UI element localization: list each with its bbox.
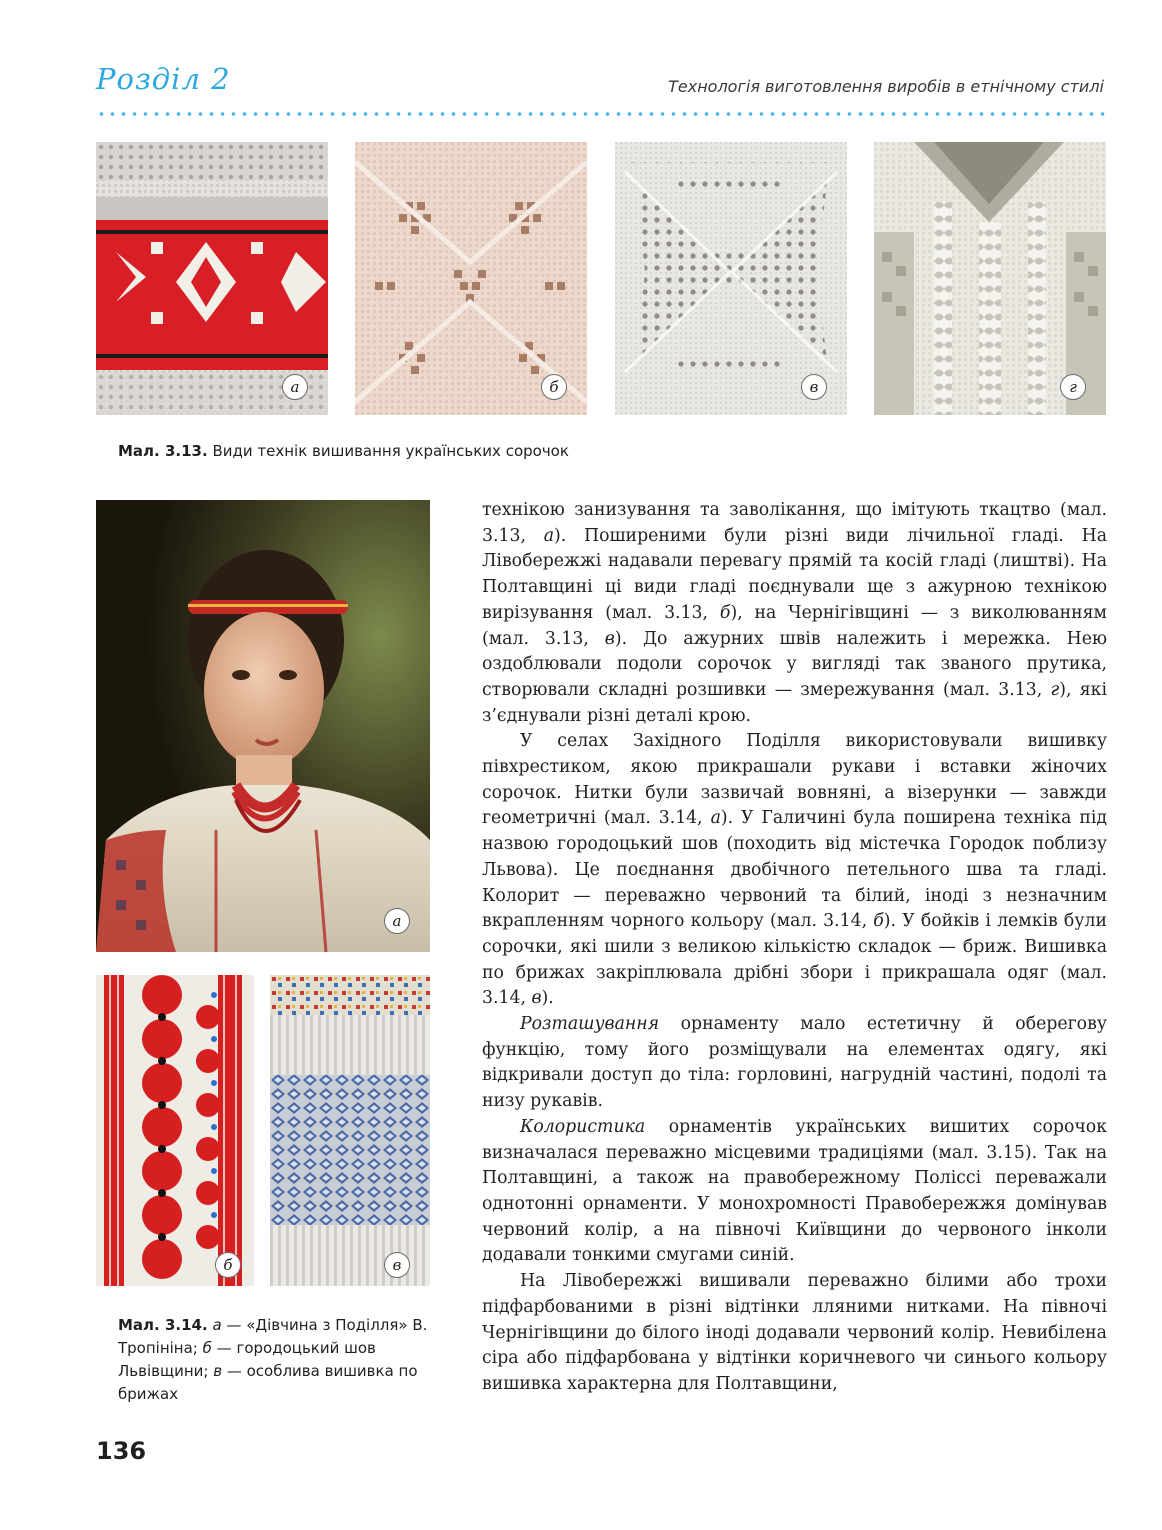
p2-text-3: ). У бойків і лемків були сорочки, які шили з великою кількістю складок — бриж. Вишивка по брижах закріплювала дрібні збори і прикрашала одяг (мал. 3.14,: [482, 911, 1107, 1009]
paragraph-3: [482, 1012, 1107, 1115]
p2-text-2: ). У Галичині була поширена техніка під назвою городоцький шов (походить від містечка Городок поблизу Львова). Це поєднання двобічного петельного шва та гладі. Колорит — переважно червоний та білий, іноді з незначним вкрапленням чорного кольору (мал. 3.14,: [482, 808, 1107, 932]
badge-14-v: в: [384, 1252, 410, 1278]
badge-g: г: [1060, 374, 1086, 400]
caption-letter-v: в: [213, 1362, 223, 1380]
paragraph-1: [482, 498, 1107, 729]
p2-text-4: ).: [541, 988, 554, 1009]
badge-a: а: [282, 374, 308, 400]
p1-ref-v: в: [604, 628, 615, 649]
p2-ref-v: в: [531, 988, 542, 1009]
p5-text: На Лівобережжі вишивали переважно білими або трохи підфарбованими в різні відтінки лляними нитками. На півночі Чернігівщини до білого іноді додавали червоний колір. Невибілена сіра або підфарбована у відтінки коричневого чи синього кольору вишивка характерна для Полтавщини,: [482, 1271, 1107, 1394]
caption-label-14: Мал. 3.14.: [118, 1316, 208, 1334]
painting-girl-from-podillia: [96, 500, 430, 952]
p2-ref-a: а: [710, 808, 721, 829]
photo-3-13-b-cutwork: [355, 142, 587, 415]
p3-term: Розташування: [520, 1014, 660, 1035]
p4-text: орнаментів українських вишитих сорочок визначалася переважно місцевими традиціями (мал. 3.15). Так на Полтавщині, а також на правобережному Поліссі переважали однотонні орнаменти. У монохромності Правобережжя домінував червоний колір, а на півночі Київщини до червоного інколи додавали тонкими смугами синій.: [482, 1116, 1107, 1266]
running-title: Технологія виготовлення виробів в етнічному стилі: [668, 77, 1104, 96]
p3-text: орнаменту мало естетичну й оберегову функцію, тому його розміщували на елементах одягу, які відкривали доступ до тіла: горловині, нагрудній частині, подолі та низу рукавів.: [482, 1014, 1107, 1112]
figure-3-13-caption: [118, 440, 818, 462]
figure-3-14-caption: [118, 1314, 438, 1406]
section-label: Розділ 2: [96, 62, 231, 96]
p2-ref-b: б: [873, 911, 884, 932]
photo-horodotskyi-stitch: [96, 975, 254, 1286]
photo-3-13-a-red-embroidery: [96, 142, 328, 415]
p1-ref-b: б: [719, 602, 731, 623]
caption-part-b: — городоцький шов Львівщини;: [118, 1339, 376, 1380]
badge-b: б: [541, 374, 567, 400]
p1-ref-g: г: [1050, 679, 1060, 700]
p1-text-3: ), на Чернігівщині — з виколюванням (мал. 3.13,: [482, 602, 1107, 649]
caption-part-a: — «Дівчина з Поділля» В. Тропініна;: [118, 1316, 428, 1357]
caption-letter-b: б: [202, 1339, 212, 1357]
caption-part-v: — особлива вишивка по брижах: [118, 1362, 418, 1403]
photo-3-13-g-drawnwork: [874, 142, 1106, 415]
paragraph-4: [482, 1115, 1107, 1269]
body-text-column: [482, 498, 1107, 1398]
badge-14-a: а: [384, 908, 410, 934]
page-number: 136: [96, 1437, 147, 1465]
paragraph-2: [482, 729, 1107, 1012]
paragraph-5: [482, 1269, 1107, 1398]
p1-text-5: ), які з’єднували різні деталі крою.: [482, 679, 1107, 726]
dotted-divider: [96, 112, 1106, 116]
p1-text-1: технікою занизування та заволікання, що імітують ткацтво (мал. 3.13,: [482, 500, 1107, 546]
caption-text: Види технік вишивання українських сорочок: [212, 442, 569, 460]
caption-label: Мал. 3.13.: [118, 442, 208, 460]
p4-term: Колористика: [520, 1116, 646, 1137]
badge-v: в: [801, 374, 827, 400]
p2-text-1: У селах Західного Поділля використовували вишивку півхрестиком, якою прикрашали рукави і вставки жіночих сорочок. Нитки були зазвичай вовняні, а візерунки — завжди геометричні (мал. 3.14,: [482, 731, 1107, 829]
caption-letter-a: а: [212, 1316, 222, 1334]
badge-14-b: б: [215, 1252, 241, 1278]
p1-text-2: ). Поширеними були різні види лічильної гладі. На Лівобережжі надавали перевагу прямій та косій гладі (лиштві). На Полтавщині ці види гладі поєднували ще з ажурною технікою вирізування (мал. 3.13,: [482, 525, 1107, 623]
p1-ref-a: а: [543, 525, 555, 546]
photo-3-13-v-eyelet: [615, 142, 847, 415]
photo-smocking-embroidery: [270, 975, 430, 1286]
p1-text-4: ). До ажурних швів належить і мережка. Нею оздоблювали подоли сорочок у вигляді так званого прутика, створювали складні розшивки — змережування (мал. 3.13,: [482, 628, 1107, 700]
